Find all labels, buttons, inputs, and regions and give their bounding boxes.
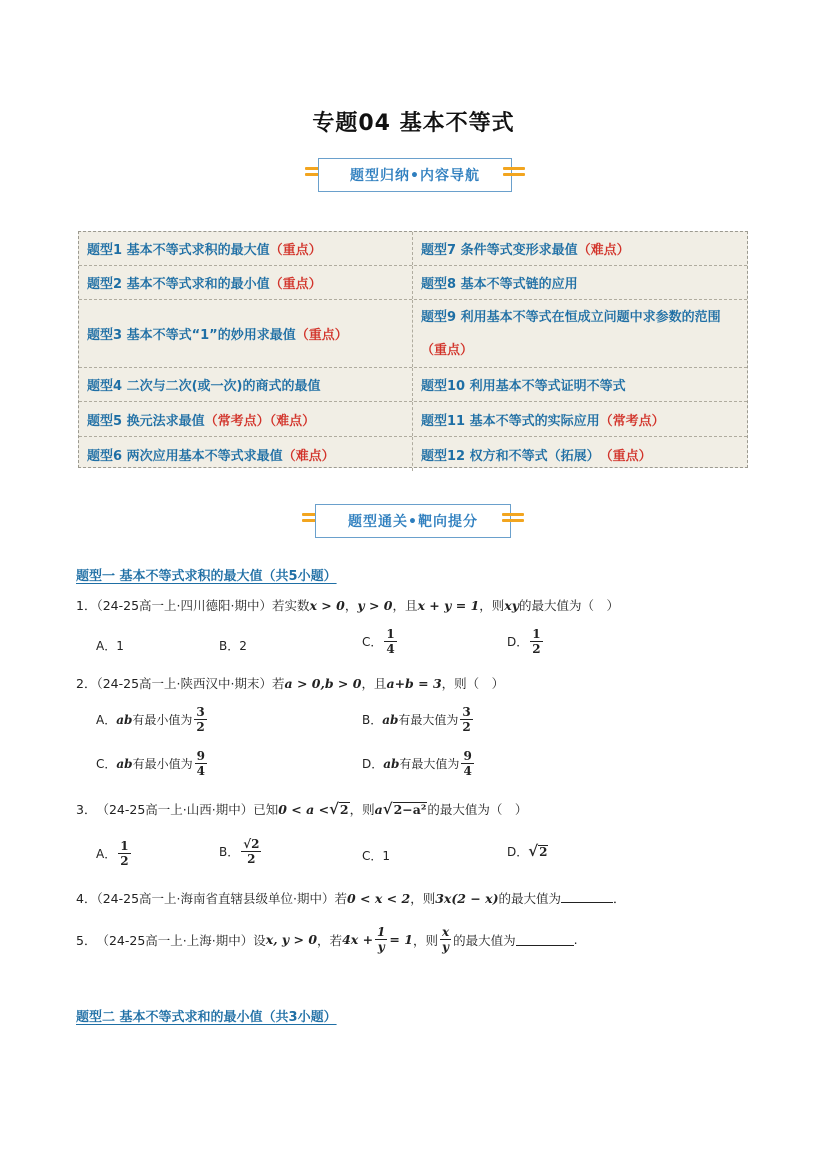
banner-content-navigation <box>305 158 525 192</box>
nav-item[interactable]: 题型5 换元法求最值 （常考点）（难点） <box>79 402 413 436</box>
option-b[interactable]: B． ab 有最大值为 $\frac{3}{2}$ <box>362 705 471 734</box>
banner-right-ornament <box>502 513 524 529</box>
page-title: 专题04 基本不等式 <box>312 111 515 136</box>
banner-label: 题型通关•靶向提分 <box>315 504 511 538</box>
banner-right-ornament <box>503 167 525 183</box>
nav-item[interactable]: 题型2 基本不等式求和的最小值 （重点） <box>79 266 413 299</box>
nav-item[interactable]: 题型11 基本不等式的实际应用 （常考点） <box>421 413 665 429</box>
nav-item[interactable]: 题型7 条件等式变形求最值 （难点） <box>421 243 630 258</box>
option-c[interactable]: C． $\frac{1}{4}$ <box>362 627 395 656</box>
option-b[interactable]: B．2 <box>219 639 247 653</box>
nav-item[interactable]: 题型1 基本不等式求积的最大值 （重点） <box>79 232 413 265</box>
nav-item[interactable]: 题型3 基本不等式“1”的妙用求最值 （重点） <box>79 300 413 367</box>
topic-navigation-table <box>78 231 748 468</box>
nav-row <box>79 232 747 266</box>
answer-blank[interactable] <box>516 933 574 946</box>
section-heading-1: 题型一 基本不等式求积的最大值（共5小题） <box>76 569 337 584</box>
nav-item[interactable]: 题型9 利用基本不等式在恒成立问题中求参数的范围（重点） <box>421 309 721 358</box>
question-5: 5． （24-25高一上·上海·期中） 设 x, y > 0 ，若 4x + $\frac{1}{y}$ = 1 ，则 $\frac{x}{y}$ 的最大值为 . <box>76 925 578 954</box>
question-1: 1．（24-25高一上·四川德阳·期中）若实数x > 0，y > 0，且x + y = 1，则xy的最大值为（ ） <box>76 598 620 613</box>
question-3: 3． （24-25高一上·山西·期中） 已知 0 < a < √ 2 ，则 a √ 2−a² 的最大值为（ ） <box>76 799 528 818</box>
nav-item[interactable]: 题型8 基本不等式链的应用 <box>421 277 578 292</box>
nav-item[interactable]: 题型4 二次与二次(或一次)的商式的最值 <box>79 368 413 401</box>
nav-row <box>79 402 747 437</box>
nav-row <box>79 437 747 471</box>
option-c[interactable]: C．1 <box>362 849 391 863</box>
sqrt-symbol: √ 2−a² <box>382 799 427 818</box>
question-4: 4．（24-25高一上·海南省直辖县级单位·期中）若0 < x < 2，则3x(2 − x)的最大值为 ． <box>76 891 626 906</box>
nav-item[interactable]: 题型10 利用基本不等式证明不等式 <box>421 379 626 394</box>
option-d[interactable]: D． $\frac{1}{2}$ <box>507 627 541 656</box>
question-2: 2．（24-25高一上·陕西汉中·期末）若a > 0,b > 0，且a+b = 3，则（ ） <box>76 676 505 691</box>
answer-blank[interactable] <box>561 890 613 903</box>
option-b[interactable]: B． $\frac{√2}{2}$ <box>219 837 260 866</box>
option-d[interactable]: D． √ 2 <box>507 842 548 860</box>
banner-practice <box>302 504 524 538</box>
option-d[interactable]: D． ab 有最大值为 $\frac{9}{4}$ <box>362 749 472 778</box>
sqrt-symbol: √ 2 <box>329 799 349 818</box>
nav-row <box>79 368 747 402</box>
nav-item[interactable]: 题型6 两次应用基本不等式求最值 （难点） <box>79 437 413 471</box>
option-c[interactable]: C． ab 有最小值为 $\frac{9}{4}$ <box>96 749 205 778</box>
option-a[interactable]: A． $\frac{1}{2}$ <box>96 839 129 868</box>
banner-label: 题型归纳•内容导航 <box>318 158 512 192</box>
section-heading-2: 题型二 基本不等式求和的最小值（共3小题） <box>76 1010 337 1025</box>
nav-row <box>79 300 747 368</box>
option-a[interactable]: A． ab 有最小值为 $\frac{3}{2}$ <box>96 705 205 734</box>
nav-item[interactable]: 题型12 权方和不等式（拓展） （重点） <box>421 448 652 464</box>
nav-row <box>79 266 747 300</box>
option-a[interactable]: A．1 <box>96 639 124 653</box>
